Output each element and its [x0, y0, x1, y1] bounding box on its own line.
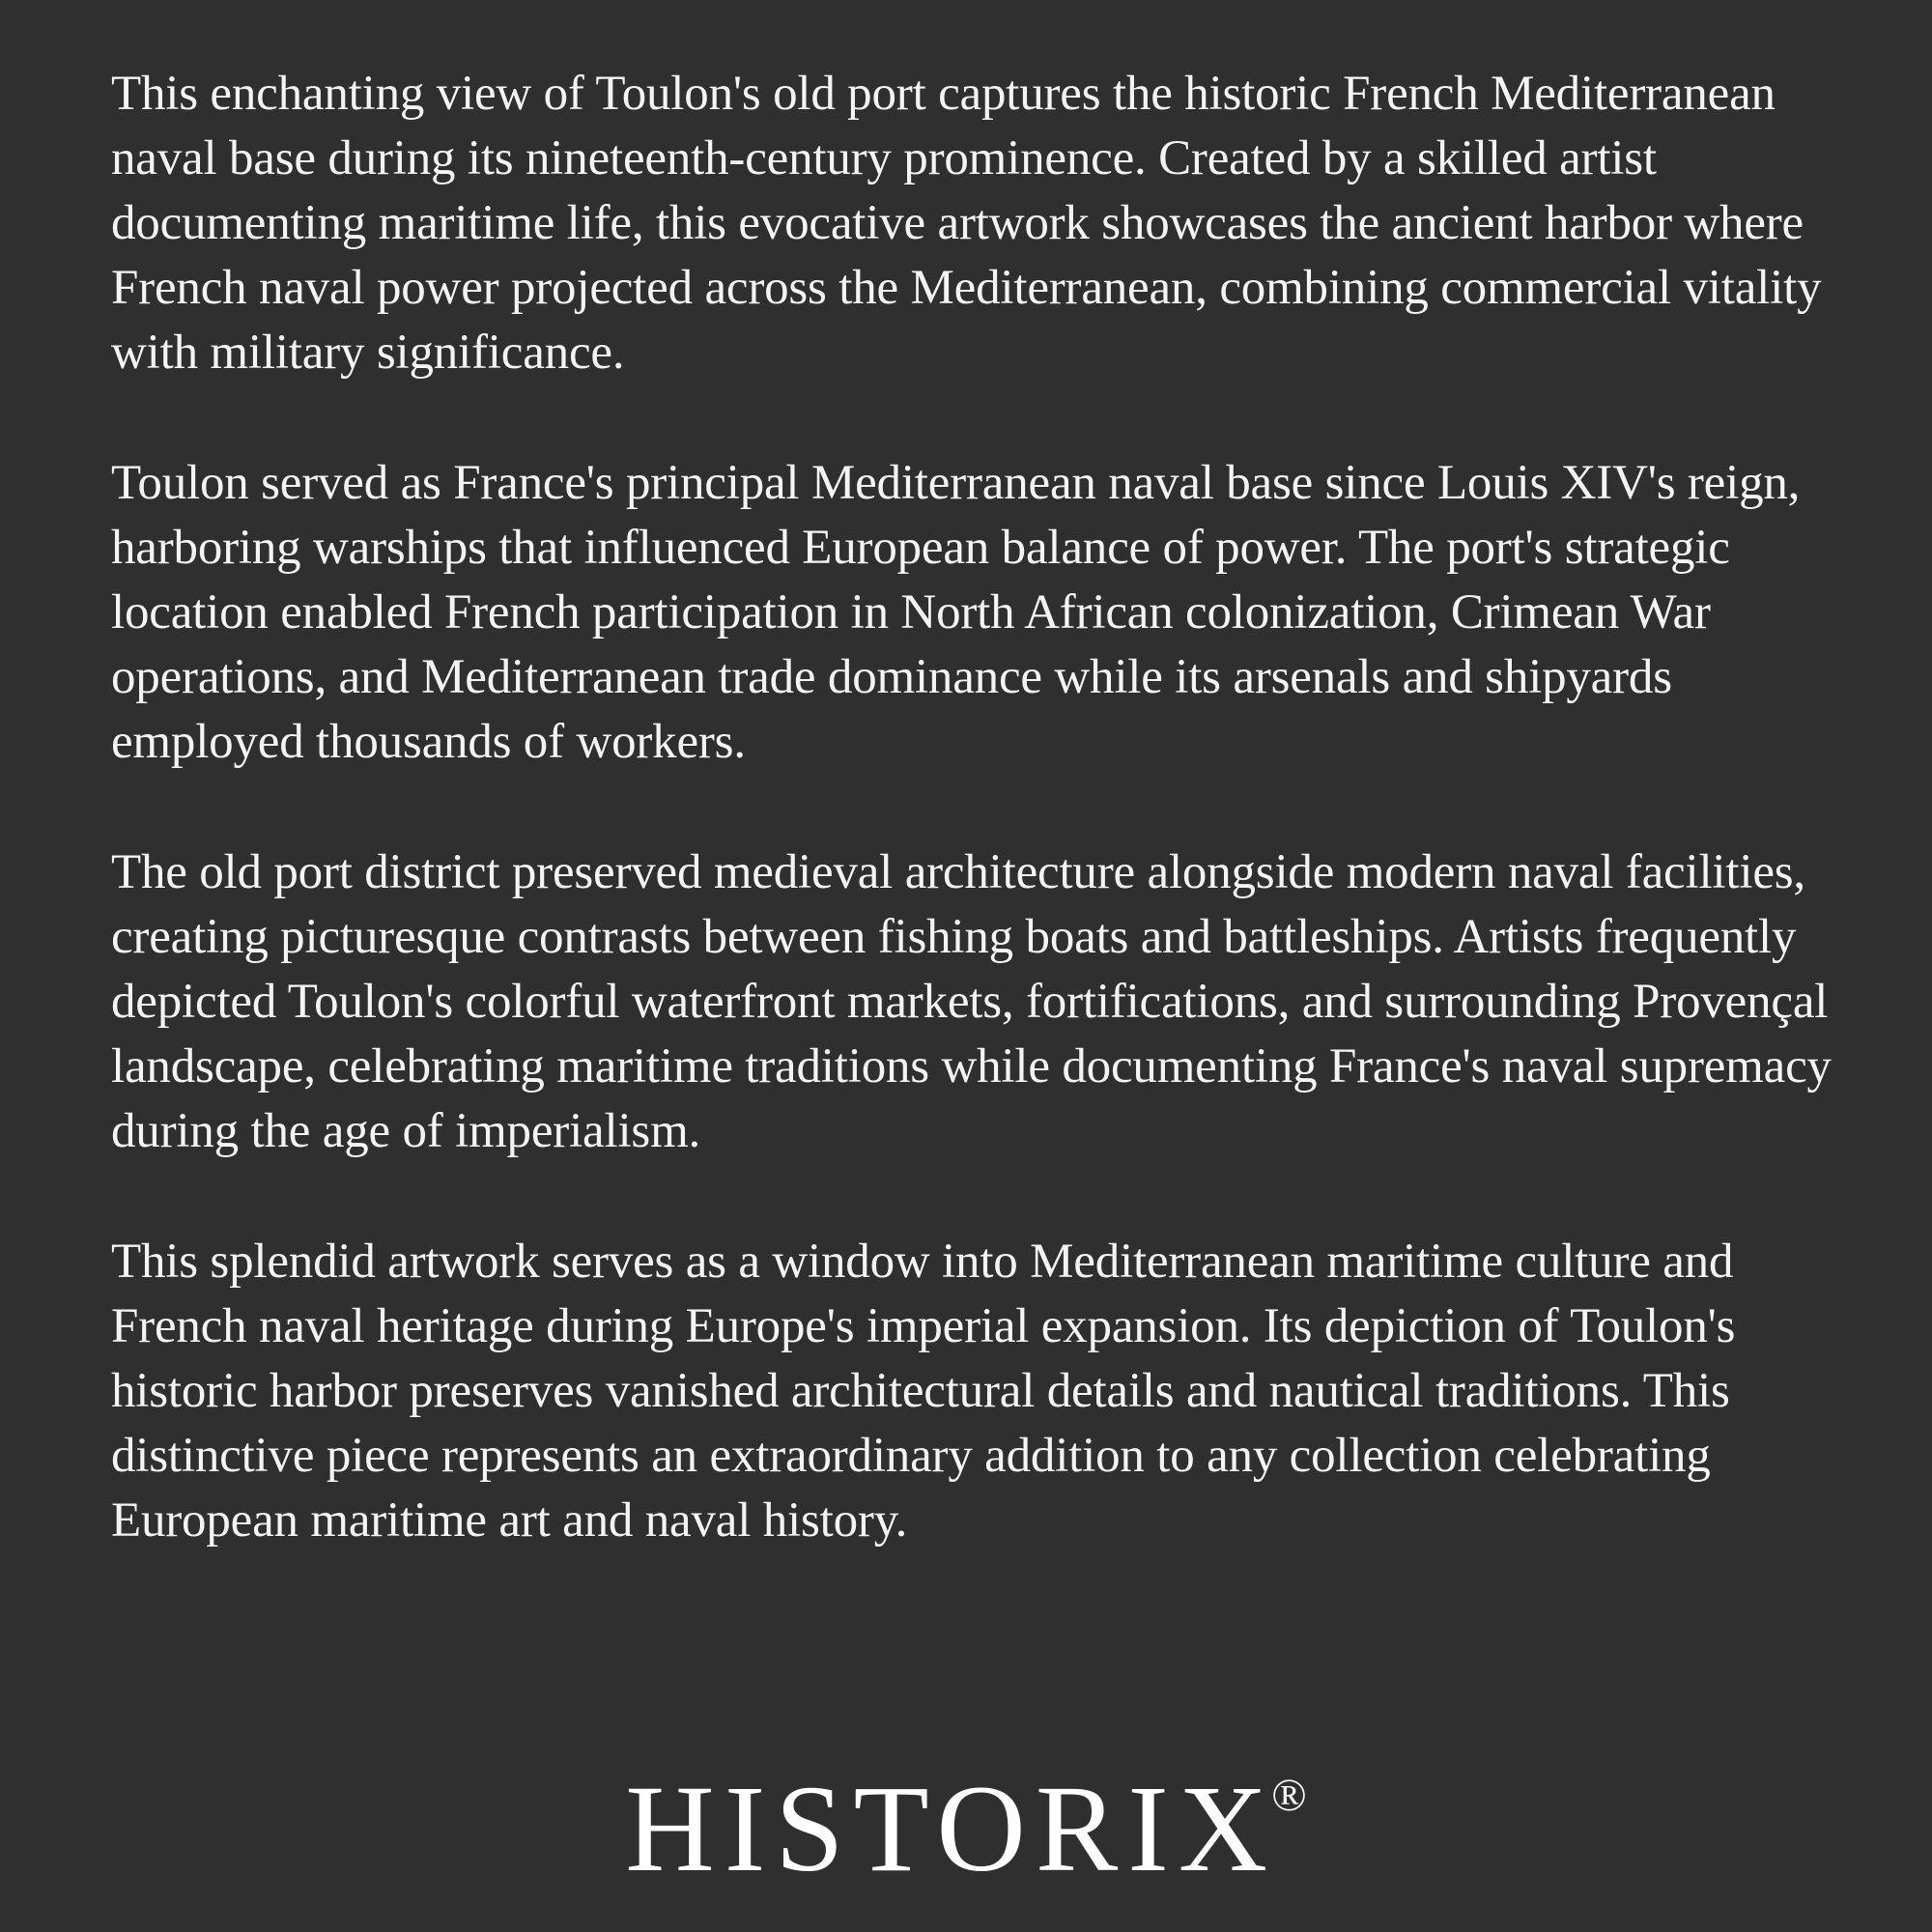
brand-logo	[0, 1734, 1932, 1897]
description-body	[111, 62, 1840, 1619]
paragraph-old-port: The old port district preserved medieval architecture alongside modern naval facilities, creating picturesque contrasts between fishing boats and battleships. Artists frequently depicted Toulon's colorful waterfront markets, fortifications, and surrounding Provençal landscape, celebrating maritime traditions while documenting France's naval supremacy during the age of imperialism.	[111, 845, 1832, 1158]
brand-name: HISTORIX	[625, 1760, 1278, 1897]
paragraph-conclusion: This splendid artwork serves as a window into Mediterranean maritime culture and French naval heritage during Europe's imperial expansion. Its depiction of Toulon's historic harbor preserves vanished architectural details and nautical traditions. This distinctive piece represents an extraordinary addition to any collection celebrating European maritime art and naval history.	[111, 1235, 1736, 1548]
registered-mark: ®	[1271, 1770, 1307, 1821]
paragraph-intro: This enchanting view of Toulon's old port captures the historic French Mediterranean naval base during its nineteenth-century prominence. Created by a skilled artist documenting maritime life, this evocative artwork showcases the ancient harbor where French naval power projected across the Mediterranean, combining commercial vitality with military significance.	[111, 67, 1822, 380]
paragraph-naval-base: Toulon served as France's principal Mediterranean naval base since Louis XIV's reign, harboring warships that influenced European balance of power. The port's strategic location enabled French participation in North African colonization, Crimean War operations, and Mediterranean trade dominance while its arsenals and shipyards employed thousands of workers.	[111, 456, 1801, 769]
